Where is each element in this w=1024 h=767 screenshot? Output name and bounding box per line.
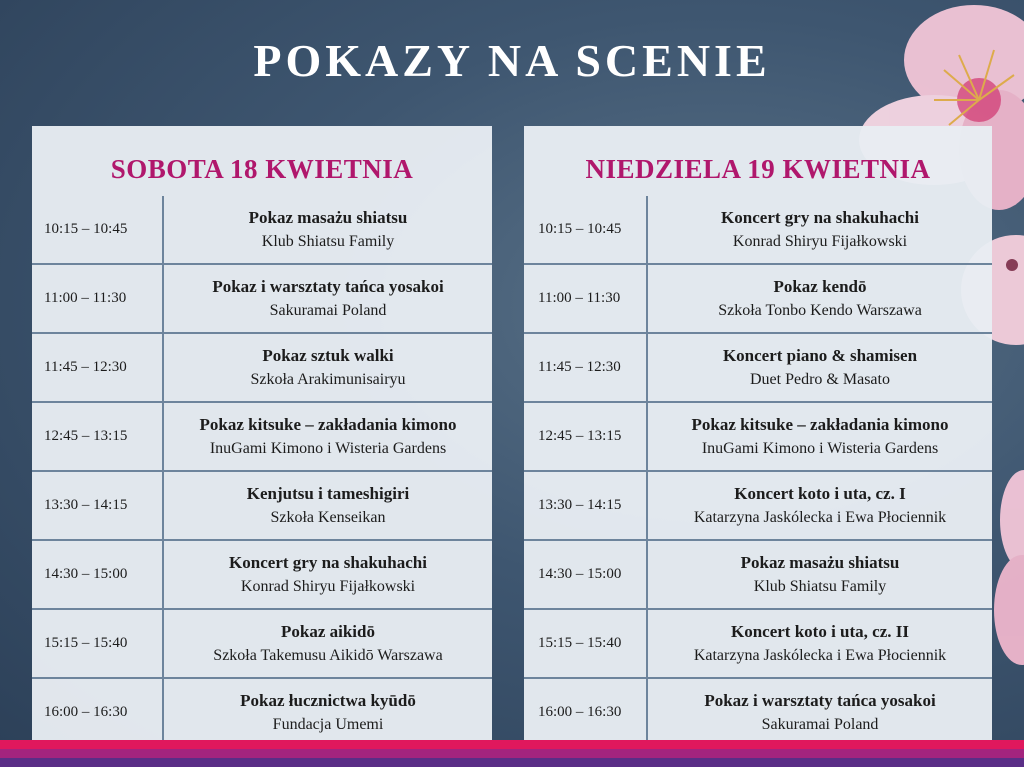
performer-name: Sakuramai Poland — [761, 715, 879, 733]
stripe-violet — [0, 758, 1024, 767]
event-name: Pokaz i warsztaty tańca yosakoi — [704, 690, 936, 710]
performer-name: Szkoła Arakimunisairyu — [250, 370, 406, 388]
performer-name: Szkoła Tonbo Kendo Warszawa — [718, 301, 922, 319]
schedule-row — [524, 196, 992, 263]
schedule-row — [524, 539, 992, 608]
time-slot: 12:45 – 13:15 — [524, 403, 648, 470]
time-slot: 13:30 – 14:15 — [524, 472, 648, 539]
event-name: Koncert gry na shakuhachi — [721, 207, 919, 227]
time-slot: 13:30 – 14:15 — [32, 472, 164, 539]
schedule-row — [32, 263, 492, 332]
event-name: Pokaz sztuk walki — [262, 345, 394, 365]
event-name: Koncert piano & shamisen — [722, 345, 918, 365]
schedule-row — [32, 332, 492, 401]
time-slot: 12:45 – 13:15 — [32, 403, 164, 470]
stripe-magenta — [0, 749, 1024, 758]
schedule-row — [32, 470, 492, 539]
time-slot: 16:00 – 16:30 — [524, 679, 648, 746]
event-name: Pokaz masażu shiatsu — [740, 552, 900, 572]
day-heading: SOBOTA 18 KWIETNIA — [110, 154, 414, 184]
performer-name: Klub Shiatsu Family — [753, 577, 887, 595]
time-slot: 14:30 – 15:00 — [32, 541, 164, 608]
schedule-row — [524, 401, 992, 470]
event-name: Pokaz masażu shiatsu — [248, 207, 408, 227]
sunday-schedule — [524, 126, 992, 740]
time-slot: 11:45 – 12:30 — [32, 334, 164, 401]
schedule-row — [524, 608, 992, 677]
time-slot: 15:15 – 15:40 — [524, 610, 648, 677]
event-name: Kenjutsu i tameshigiri — [246, 483, 410, 503]
time-slot: 11:45 – 12:30 — [524, 334, 648, 401]
event-name: Koncert koto i uta, cz. I — [734, 483, 906, 503]
schedule-row — [32, 677, 492, 746]
event-name: Koncert gry na shakuhachi — [229, 552, 427, 572]
schedule-row — [32, 608, 492, 677]
bottom-stripes — [0, 740, 1024, 767]
performer-name: Sakuramai Poland — [269, 301, 387, 319]
performer-name: Katarzyna Jaskólecka i Ewa Płociennik — [693, 646, 947, 664]
stripe-pink — [0, 740, 1024, 749]
time-slot: 11:00 – 11:30 — [32, 265, 164, 332]
event-name: Koncert koto i uta, cz. II — [730, 621, 909, 641]
performer-name: Fundacja Umemi — [272, 715, 384, 733]
performer-name: InuGami Kimono i Wisteria Gardens — [209, 439, 447, 457]
event-name: Pokaz kitsuke – zakładania kimono — [691, 414, 949, 434]
schedule-row — [524, 263, 992, 332]
saturday-schedule — [32, 126, 492, 740]
performer-name: InuGami Kimono i Wisteria Gardens — [701, 439, 939, 457]
schedule-row — [524, 470, 992, 539]
time-slot: 10:15 – 10:45 — [32, 196, 164, 263]
performer-name: Katarzyna Jaskólecka i Ewa Płociennik — [693, 508, 947, 526]
time-slot: 15:15 – 15:40 — [32, 610, 164, 677]
schedule-row — [524, 332, 992, 401]
performer-name: Klub Shiatsu Family — [261, 232, 395, 250]
performer-name: Szkoła Kenseikan — [270, 508, 386, 526]
schedule-row — [524, 677, 992, 746]
event-name: Pokaz i warsztaty tańca yosakoi — [212, 276, 444, 296]
time-slot: 14:30 – 15:00 — [524, 541, 648, 608]
performer-name: Duet Pedro & Masato — [750, 370, 890, 388]
performer-name: Konrad Shiryu Fijałkowski — [732, 232, 908, 250]
event-name: Pokaz kitsuke – zakładania kimono — [199, 414, 457, 434]
time-slot: 11:00 – 11:30 — [524, 265, 648, 332]
schedule-row — [32, 539, 492, 608]
time-slot: 10:15 – 10:45 — [524, 196, 648, 263]
page-title: POKAZY NA SCENIE — [253, 35, 771, 86]
event-name: Pokaz kendō — [773, 276, 867, 296]
performer-name: Konrad Shiryu Fijałkowski — [240, 577, 416, 595]
time-slot: 16:00 – 16:30 — [32, 679, 164, 746]
day-heading: NIEDZIELA 19 KWIETNIA — [585, 154, 931, 184]
schedule-row — [32, 196, 492, 263]
performer-name: Szkoła Takemusu Aikidō Warszawa — [213, 646, 443, 664]
schedule-row — [32, 401, 492, 470]
event-name: Pokaz aikidō — [281, 621, 375, 641]
event-name: Pokaz łucznictwa kyūdō — [240, 690, 416, 710]
